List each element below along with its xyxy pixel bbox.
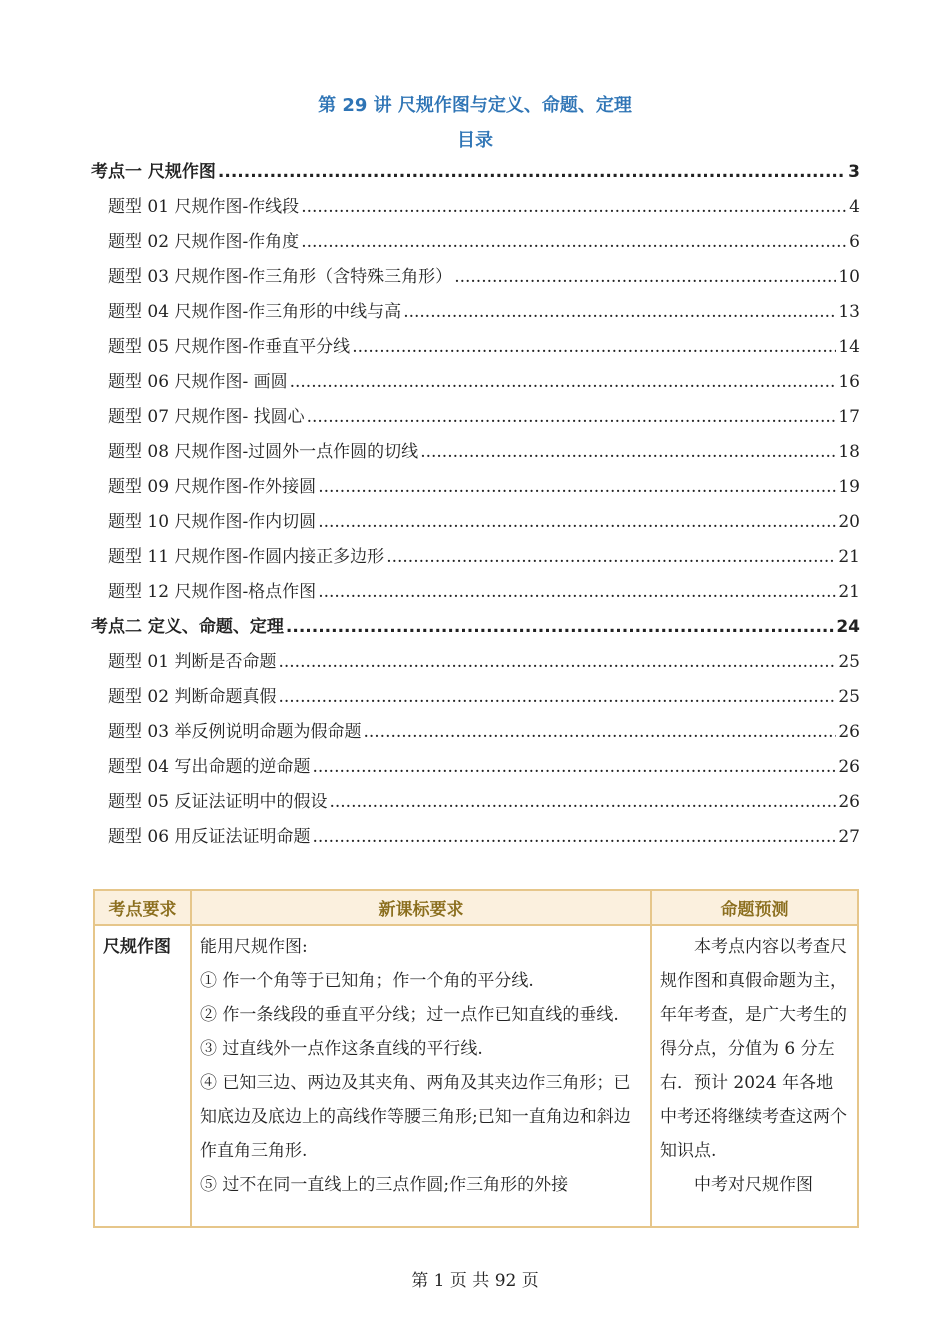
toc-entry[interactable]: [108, 825, 860, 849]
toc-entry-label: 题型 11 尺规作图-作圆内接正多边形: [108, 547, 385, 567]
toc-entry-label: 题型 02 判断命题真假: [108, 687, 277, 707]
toc-page-number: 16: [838, 372, 860, 392]
table-row: [94, 925, 858, 1227]
toc-leader-dots: [290, 370, 837, 394]
toc-leader-dots: [318, 580, 836, 604]
toc-leader-dots: [318, 475, 836, 499]
lecture-title: 第 29 讲 尺规作图与定义、命题、定理: [318, 95, 632, 116]
toc-entry-label: 题型 01 尺规作图-作线段: [108, 197, 300, 217]
toc-leader-dots: [318, 510, 836, 534]
toc-page-number: 26: [838, 722, 860, 742]
toc-leader-dots: [352, 335, 836, 359]
toc-entry-label: 题型 07 尺规作图- 找圆心: [108, 407, 305, 427]
toc-leader-dots: [278, 650, 836, 674]
requirement-line: ③ 过直线外一点作这条直线的平行线.: [200, 1039, 483, 1059]
toc-entry[interactable]: [108, 755, 860, 779]
toc-leader-dots: [312, 755, 836, 779]
toc-leader-dots: [454, 265, 836, 289]
toc-heading: 目录: [457, 130, 493, 151]
toc-page-number: 14: [838, 337, 860, 357]
toc-page-number: 26: [838, 757, 860, 777]
header-cell-topic: 考点要求: [94, 890, 191, 925]
toc-leader-dots: [301, 195, 847, 219]
toc-leader-dots: [386, 545, 836, 569]
toc-entry[interactable]: [108, 475, 860, 499]
header-cell-standards: 新课标要求: [191, 890, 651, 925]
toc-entry-label: 题型 06 尺规作图- 画圆: [108, 372, 288, 392]
requirement-line: ② 作一条线段的垂直平分线；过一点作已知直线的垂线.: [200, 1005, 619, 1025]
toc-entry-label: 题型 12 尺规作图-格点作图: [108, 582, 317, 602]
toc-entry-label: 题型 03 举反例说明命题为假命题: [108, 722, 362, 742]
toc-entry[interactable]: [108, 790, 860, 814]
prediction-paragraph: 本考点内容以考查尺规作图和真假命题为主，年年考查，是广大考生的得分点，分值为 6 分左右．预计 2024 年各地中考还将继续考查这两个知识点.: [660, 937, 847, 1161]
toc-entry-label: 题型 06 用反证法证明命题: [108, 827, 311, 847]
toc-page-number: 17: [838, 407, 860, 427]
toc-leader-dots: [301, 230, 847, 254]
toc-page-number: 6: [849, 232, 860, 252]
requirement-line: 能用尺规作图:: [200, 937, 308, 957]
toc-entry-label: 题型 01 判断是否命题: [108, 652, 277, 672]
prediction-paragraph: 中考对尺规作图: [694, 1175, 813, 1195]
prediction-cell: [651, 925, 858, 1227]
toc-page-number: 26: [838, 792, 860, 812]
toc-entry[interactable]: [108, 685, 860, 709]
toc-page-number: 25: [838, 687, 860, 707]
page-footer: 第 1 页 共 92 页: [411, 1271, 539, 1291]
toc-entry[interactable]: [108, 370, 860, 394]
toc-leader-dots: [218, 160, 846, 184]
toc-entry-label: 题型 08 尺规作图-过圆外一点作圆的切线: [108, 442, 419, 462]
toc-leader-dots: [312, 825, 836, 849]
requirements-table: [93, 889, 859, 1228]
toc-page-number: 20: [838, 512, 860, 532]
toc-entry[interactable]: [108, 300, 860, 324]
toc-leader-dots: [363, 720, 836, 744]
header-cell-prediction: 命题预测: [651, 890, 858, 925]
toc-page-number: 27: [838, 827, 860, 847]
toc-leader-dots: [278, 685, 836, 709]
toc-page-number: 19: [838, 477, 860, 497]
toc-entry[interactable]: [108, 720, 860, 744]
toc-entry[interactable]: [108, 405, 860, 429]
toc-page-number: 13: [838, 302, 860, 322]
toc-entry-label: 题型 04 写出命题的逆命题: [108, 757, 311, 777]
table-header-row: [94, 890, 858, 925]
toc-entry[interactable]: [108, 650, 860, 674]
toc-leader-dots: [403, 300, 836, 324]
toc-entry[interactable]: [108, 230, 860, 254]
toc-entry-label: 题型 05 反证法证明中的假设: [108, 792, 328, 812]
toc-entry-label: 考点二 定义、命题、定理: [91, 617, 284, 637]
toc-page-number: 21: [838, 582, 860, 602]
requirement-line: ① 作一个角等于已知角；作一个角的平分线.: [200, 971, 534, 991]
toc-entry-label: 题型 10 尺规作图-作内切圆: [108, 512, 317, 532]
topic-cell: 尺规作图: [94, 925, 191, 1227]
toc-page-number: 3: [848, 162, 860, 182]
toc-entry-label: 考点一 尺规作图: [91, 162, 216, 182]
toc-entry-label: 题型 04 尺规作图-作三角形的中线与高: [108, 302, 402, 322]
toc-entry[interactable]: [108, 580, 860, 604]
toc-entry-label: 题型 02 尺规作图-作角度: [108, 232, 300, 252]
toc-page-number: 21: [838, 547, 860, 567]
toc-entry[interactable]: [108, 545, 860, 569]
toc-page-number: 25: [838, 652, 860, 672]
toc-leader-dots: [286, 615, 834, 639]
toc-entry[interactable]: [108, 195, 860, 219]
toc-leader-dots: [329, 790, 836, 814]
toc-page-number: 18: [838, 442, 860, 462]
toc-leader-dots: [420, 440, 836, 464]
toc-section-entry[interactable]: [91, 615, 860, 639]
toc-leader-dots: [307, 405, 837, 429]
toc-entry[interactable]: [108, 335, 860, 359]
toc-page-number: 10: [838, 267, 860, 287]
toc-page-number: 4: [849, 197, 860, 217]
requirement-line: ④ 已知三边、两边及其夹角、两角及其夹边作三角形；已知底边及底边上的高线作等腰三角形;已知一直角边和斜边作直角三角形.: [200, 1073, 631, 1161]
toc-entry-label: 题型 03 尺规作图-作三角形（含特殊三角形）: [108, 267, 453, 287]
toc-entry[interactable]: [108, 440, 860, 464]
toc-entry-label: 题型 05 尺规作图-作垂直平分线: [108, 337, 351, 357]
requirement-line: ⑤ 过不在同一直线上的三点作圆;作三角形的外接: [200, 1175, 569, 1195]
toc-entry[interactable]: [108, 265, 860, 289]
toc-section-entry[interactable]: [91, 160, 860, 184]
toc-entry-label: 题型 09 尺规作图-作外接圆: [108, 477, 317, 497]
toc-page-number: 24: [836, 617, 860, 637]
toc-entry[interactable]: [108, 510, 860, 534]
requirements-cell: [191, 925, 651, 1227]
